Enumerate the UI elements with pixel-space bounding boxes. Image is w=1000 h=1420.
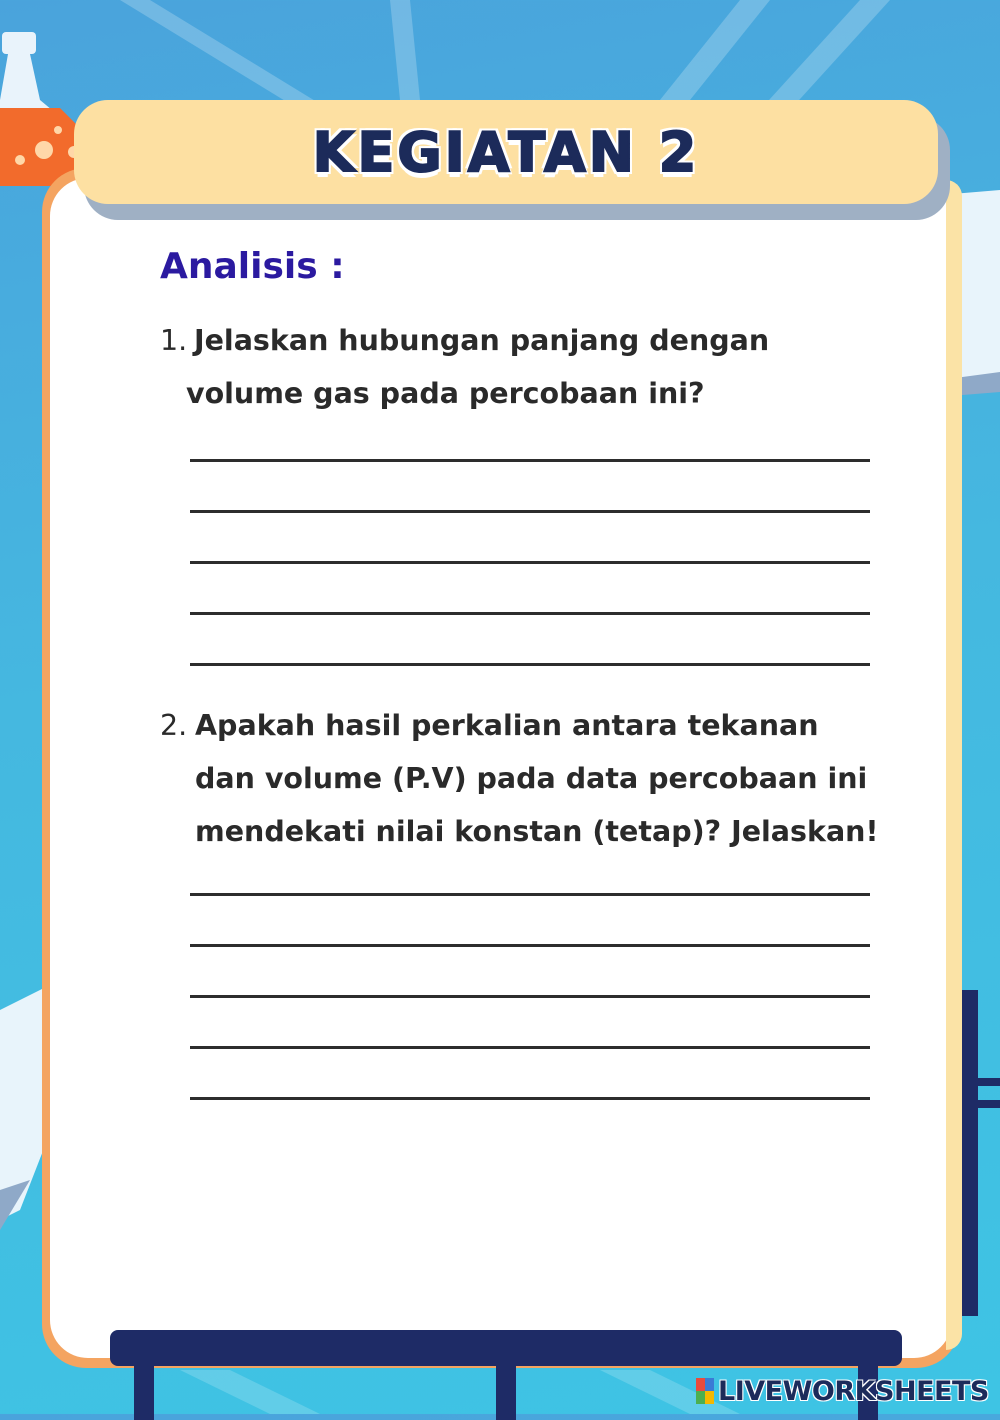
answer-input[interactable] [190, 858, 874, 894]
answer-line-2-1[interactable] [190, 893, 870, 896]
question-text-line: mendekati nilai konstan (tetap)? Jelaskan! [195, 815, 879, 848]
logo-mark-icon [696, 1378, 714, 1404]
liveworksheets-logo [696, 1374, 989, 1408]
answer-input[interactable] [190, 628, 874, 664]
answer-input[interactable] [190, 475, 874, 511]
question-text-line: dan volume (P.V) pada data percobaan ini [195, 762, 868, 795]
answer-line-2-3[interactable] [190, 995, 870, 998]
worksheet-edge [946, 180, 962, 1350]
answer-line-1-3[interactable] [190, 561, 870, 564]
answer-input[interactable] [190, 424, 874, 460]
answer-line-1-4[interactable] [190, 612, 870, 615]
table-leg [496, 1360, 516, 1420]
section-heading: Analisis : [160, 246, 345, 287]
question-text-line: Apakah hasil perkalian antara tekanan [195, 709, 819, 742]
answer-line-2-4[interactable] [190, 1046, 870, 1049]
answer-line-1-5[interactable] [190, 663, 870, 666]
answer-line-2-5[interactable] [190, 1097, 870, 1100]
answer-input[interactable] [190, 1011, 874, 1047]
question-number: 2. [160, 709, 188, 742]
table-leg [134, 1360, 154, 1420]
answer-line-1-2[interactable] [190, 510, 870, 513]
answer-input[interactable] [190, 909, 874, 945]
answer-input[interactable] [190, 526, 874, 562]
logo-text: LIVEWORKSHEETS [718, 1375, 989, 1407]
question-number: 1. [160, 324, 188, 357]
question-text-line: volume gas pada percobaan ini? [186, 377, 705, 410]
answer-input[interactable] [190, 960, 874, 996]
answer-input[interactable] [190, 1062, 874, 1098]
page-title: KEGIATAN 2 [312, 120, 700, 184]
question-text-line: Jelaskan hubungan panjang dengan [194, 324, 770, 357]
answer-line-2-2[interactable] [190, 944, 870, 947]
answer-line-1-1[interactable] [190, 459, 870, 462]
answer-input[interactable] [190, 577, 874, 613]
